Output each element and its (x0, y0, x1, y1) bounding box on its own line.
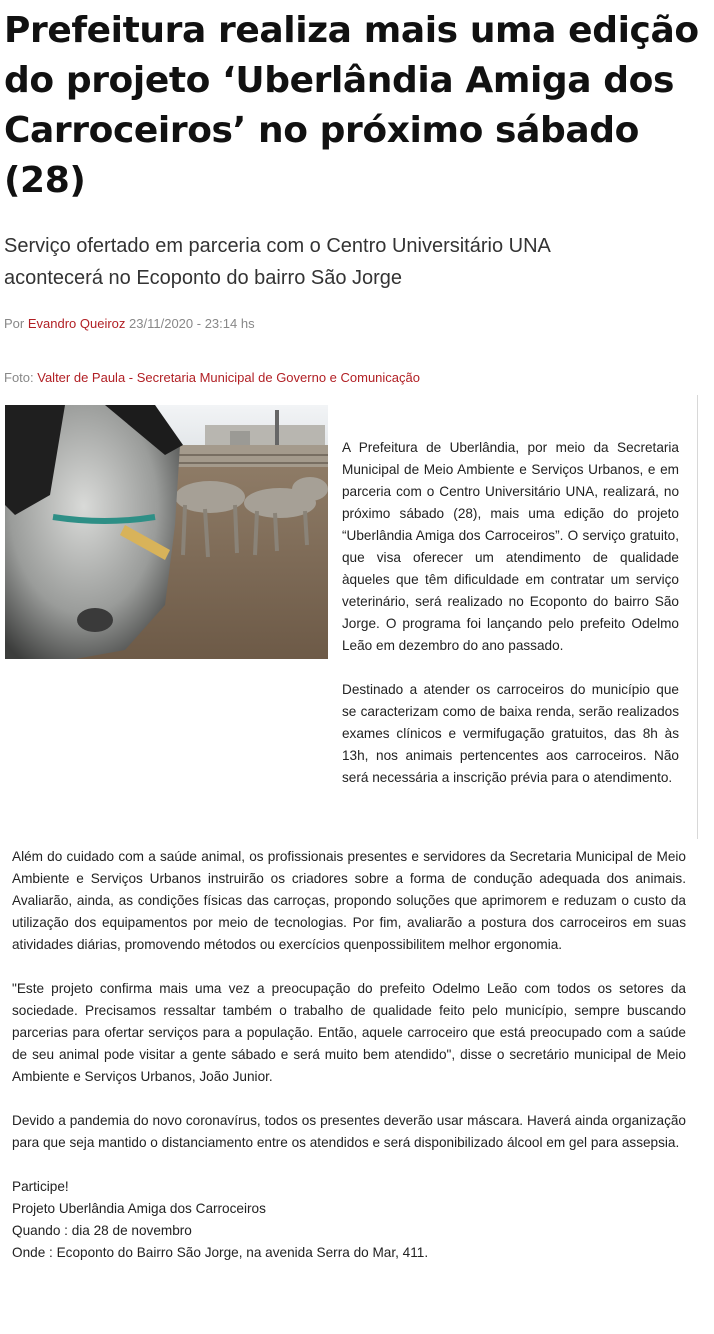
author-link[interactable]: Evandro Queiroz (27, 316, 126, 331)
byline-prefix: Por (4, 316, 25, 331)
photo-credit-prefix: Foto: (4, 370, 34, 385)
article-paragraph: Devido a pandemia do novo coronavírus, todos os presentes deverão usar máscara. Haverá ainda organização para que seja mantido o distanciamento entre os atendidos e será disponibilizado álcool em gel para assepsia. (12, 1113, 686, 1150)
publish-datetime: 23/11/2020 - 23:14 hs (129, 316, 255, 331)
article-quote-paragraph: "Este projeto confirma mais uma vez a preocupação do prefeito Odelmo Leão com todos os setores da sociedade. Precisamos ressaltar também o trabalho de qualidade feito pelo município, sempre buscando parcerias para ofertar serviços para a população. Então, aquele carroceiro que está preocupado com a saúde de seu animal pode visitar a gente sábado e será muito bem atendido", disse o secretário municipal de Meio Ambiente e Serviços Urbanos, João Junior. (12, 981, 686, 1084)
photo-credit (4, 370, 420, 385)
info-project-name: Projeto Uberlândia Amiga dos Carroceiros (12, 1201, 266, 1216)
article-body (12, 846, 686, 1264)
photographer-link[interactable]: Valter de Paula - Secretaria Municipal de Governo e Comunicação (37, 370, 420, 385)
event-info (12, 1176, 686, 1264)
article-paragraph: A Prefeitura de Uberlândia, por meio da Secretaria Municipal de Meio Ambiente e Serviços Urbanos, e em parceria com o Centro Universitário UNA, realizará, no próximo sábado (28), mais uma edição do projeto “Uberlândia Amiga dos Carroceiros”. O serviço gratuito, que visa oferecer um atendimento de qualidade àqueles que têm dificuldade em contratar um serviço veterinário, será realizado no Ecoponto do bairro São Jorge. O programa foi lançando pelo prefeito Odelmo Leão em dezembro do ano passado. (342, 440, 679, 653)
article-paragraph: Além do cuidado com a saúde animal, os profissionais presentes e servidores da Secretaria Municipal de Meio Ambiente e Serviços Urbanos instruirão os criadores sobre a forma de condução adequada dos animais. Avaliarão, ainda, as condições físicas das carroças, propondo soluções que aprimorem e reduzam o custo da utilização dos equipamentos por meio de tecnologias. Por fim, avaliarão a postura dos carroceiros em suas atividades diárias, promovendo métodos ou exercícios quenpossibilitem melhor ergonomia. (12, 849, 686, 952)
article-paragraph: Destinado a atender os carroceiros do município que se caracterizam como de baixa renda, serão realizados exames clínicos e vermifugação gratuitos, das 8h às 13h, nos animais pertencentes aos carroceiros. Não será necessária a inscrição prévia para o atendimento. (342, 682, 679, 785)
info-where: Onde : Ecoponto do Bairro São Jorge, na avenida Serra do Mar, 411. (12, 1245, 429, 1260)
article-subtitle: Serviço ofertado em parceria com o Centro Universitário UNA acontecerá no Ecoponto do bairro São Jorge (4, 235, 550, 289)
article-photo[interactable] (5, 405, 328, 659)
sidebar-divider (697, 395, 698, 839)
article-headline: Prefeitura realiza mais uma edição do projeto ‘Uberlândia Amiga dos Carroceiros’ no próximo sábado (28) (4, 10, 699, 201)
horses-photo-illustration (5, 405, 328, 659)
intro-column (342, 437, 679, 789)
article-byline (4, 316, 255, 331)
info-when: Quando : dia 28 de novembro (12, 1223, 192, 1238)
info-call-to-action: Participe! (12, 1179, 69, 1194)
